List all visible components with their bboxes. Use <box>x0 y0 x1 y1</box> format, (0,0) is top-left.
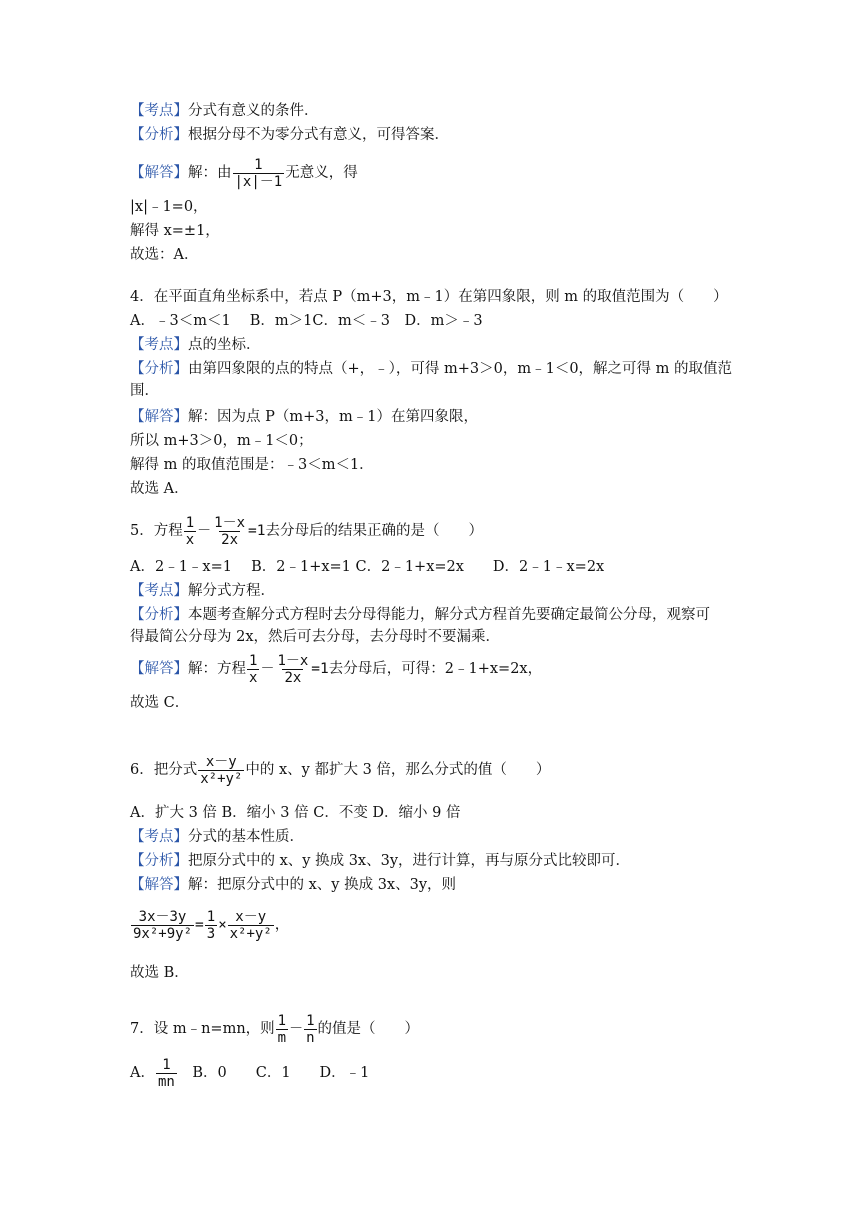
q3-line2: 解得 x=±1， <box>130 223 220 239</box>
fraction: $\frac{1}{m}$ <box>277 1012 287 1046</box>
q6-jieda: 【解答】解：把原分式中的 x、y 换成 3x、3y，则 <box>130 877 457 893</box>
q6-kaodian: 【考点】分式的基本性质． <box>130 829 304 845</box>
kaodian-tag: 【考点】 <box>130 103 188 119</box>
q4-line3: 故选 A． <box>130 481 189 497</box>
q7-options: A． $\frac{1}{mn}$ B．0 C．1 D．﹣1 <box>130 1056 370 1090</box>
fraction: $\frac{1}{mn}$ <box>157 1056 175 1090</box>
q3-fenxi: 【分析】根据分母不为零分式有意义，可得答案． <box>130 127 449 143</box>
jieda-tag: 【解答】 <box>130 165 188 181</box>
q5-jieda: 【解答】解：方程 $\frac{1}{x}$ － $\frac{1-x}{2x}$ =1去分母后，可得：2﹣1+x=2x， <box>130 652 543 686</box>
q6-line3: 故选 B． <box>130 965 189 981</box>
q5-line3: 故选 C． <box>130 695 190 711</box>
q3-line3: 故选：A． <box>130 247 199 263</box>
q4-fenxi-cont: 围． <box>130 383 159 399</box>
q4-line2: 解得 m 的取值范围是：﹣3＜m＜1． <box>130 457 374 473</box>
q5-stem: 5．方程 $\frac{1}{x}$ － $\frac{1-x}{2x}$ =1去分母后的结果正确的是（ ） <box>130 514 483 548</box>
q3-jieda: 【解答】解：由 $\frac{1}{|x|-1}$ 无意义，得 <box>130 156 358 190</box>
fraction: $\frac{1}{3}$ <box>206 908 216 942</box>
q6-stem: 6．把分式 $\frac{x-y}{\text{x²+y²}}$ 中的 x、y 都扩大 3 倍，那么分式的值（ ） <box>130 753 551 787</box>
q5-fenxi: 【分析】本题考查解分式方程时去分母得能力，解分式方程首先要确定最简公分母，观察可 <box>130 607 710 623</box>
q4-fenxi: 【分析】由第四象限的点的特点（+，﹣），可得 m+3＞0，m﹣1＜0，解之可得 m 的取值范 <box>130 361 733 377</box>
q6-calc: $\frac{3x-3y}{\text{9x²+9y²}}$ = $\frac{1}{3}$ × $\frac{x-y}{\text{x²+y²}}$ ， <box>133 908 290 942</box>
fraction: $\frac{1-x}{2x}$ <box>214 514 246 548</box>
q5-kaodian: 【考点】解分式方程． <box>130 583 275 599</box>
q4-jieda: 【解答】解：因为点 P（m+3，m﹣1）在第四象限， <box>130 409 478 425</box>
q3-line1: |x|﹣1=0， <box>130 199 208 215</box>
q4-stem: 4．在平面直角坐标系中，若点 P（m+3，m﹣1）在第四象限，则 m 的取值范围为（ ） <box>130 289 728 305</box>
fraction: $\frac{1}{|x|-1}$ <box>234 156 283 190</box>
q6-options: A．扩大 3 倍 B．缩小 3 倍 C．不变 D．缩小 9 倍 <box>130 805 461 821</box>
fraction: $\frac{x-y}{\text{x²+y²}}$ <box>229 908 272 942</box>
q4-options: A．﹣3＜m＜1 B．m＞1C．m＜﹣3 D．m＞﹣3 <box>130 313 483 329</box>
q4-line1: 所以 m+3＞0，m﹣1＜0； <box>130 433 313 449</box>
fraction: $\frac{1}{x}$ <box>185 514 195 548</box>
q5-fenxi-cont: 得最简公分母为 2x，然后可去分母，去分母时不要漏乘． <box>130 629 501 645</box>
fraction: $\frac{1}{n}$ <box>306 1012 315 1046</box>
fraction: $\frac{1-x}{2x}$ <box>277 652 309 686</box>
q3-kaodian: 【考点】分式有意义的条件． <box>130 103 319 119</box>
q7-stem: 7．设 m﹣n=mn，则 $\frac{1}{m}$ － $\frac{1}{n}$ 的值是（ ） <box>130 1012 420 1046</box>
q6-fenxi: 【分析】把原分式中的 x、y 换成 3x、3y，进行计算，再与原分式比较即可． <box>130 853 631 869</box>
fraction: $\frac{x-y}{\text{x²+y²}}$ <box>200 753 243 787</box>
fenxi-tag: 【分析】 <box>130 127 188 143</box>
q4-kaodian: 【考点】点的坐标． <box>130 337 261 353</box>
fraction: $\frac{1}{x}$ <box>249 652 258 686</box>
fraction: $\frac{3x-3y}{\text{9x²+9y²}}$ <box>133 908 193 942</box>
q5-options: A．2﹣1﹣x=1 B．2﹣1+x=1 C．2﹣1+x=2x D．2﹣1﹣x=2x <box>130 559 605 575</box>
